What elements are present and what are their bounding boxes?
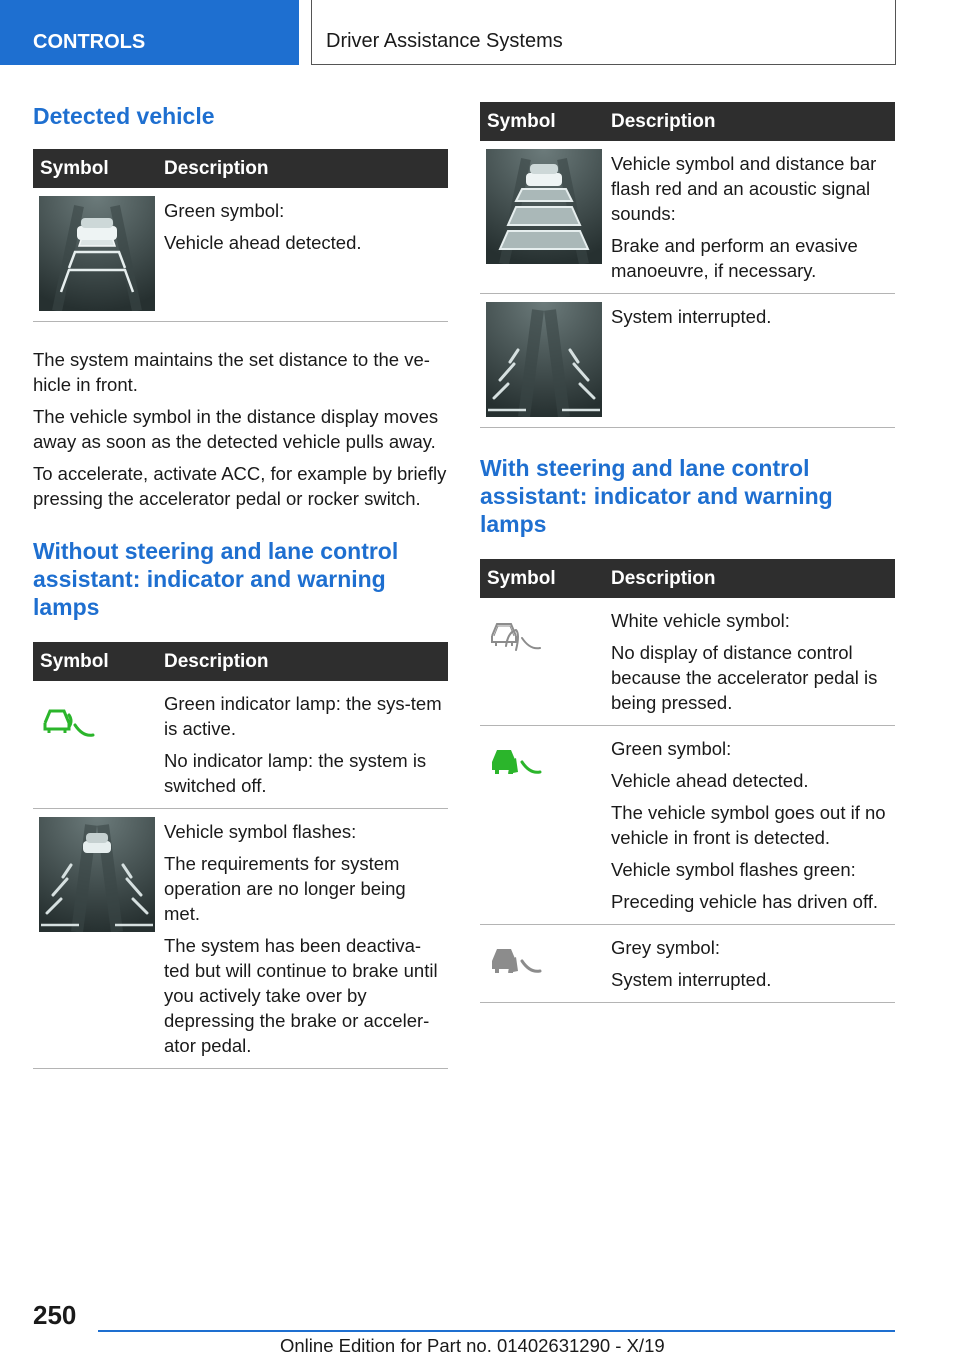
without-steering-table — [33, 642, 448, 1069]
symbol-column-header: Symbol — [33, 642, 156, 681]
description-line: The vehicle symbol goes out if no vehicle in front is detected. — [611, 802, 886, 848]
description-line: Brake and perform an evasive manoeuvre, if necessary. — [611, 235, 858, 281]
description-line: Vehicle symbol flashes green: — [611, 859, 856, 880]
description-cell — [603, 294, 895, 428]
description-line: System interrupted. — [611, 306, 772, 327]
table-header-row — [33, 149, 448, 188]
table-row — [480, 726, 895, 925]
symbol-column-header: Symbol — [33, 149, 156, 188]
description-line: System interrupted. — [611, 969, 772, 990]
description-line: Vehicle symbol and distance bar flash red and an acoustic signal sounds: — [611, 153, 877, 224]
table-row — [480, 141, 895, 294]
footer-divider — [98, 1330, 895, 1332]
symbol-column-header: Symbol — [480, 559, 603, 598]
table-row — [33, 809, 448, 1069]
table-row — [480, 294, 895, 428]
description-cell — [156, 809, 448, 1069]
detected-vehicle-text — [33, 347, 448, 511]
detected-vehicle-table — [33, 149, 448, 322]
display-vehicle-red-warning-icon — [486, 149, 602, 264]
description-line: The system has been deactiva‐ted but will continue to brake until you actively take over by depressing the brake or acceler‐ator pedal. — [164, 935, 438, 1056]
symbol-cell — [480, 925, 603, 1003]
description-column-header: Description — [603, 559, 895, 598]
display-interrupted-icon — [486, 302, 602, 417]
description-line: Preceding vehicle has driven off. — [611, 891, 879, 912]
symbol-cell — [480, 141, 603, 294]
description-line: Grey symbol: — [611, 937, 720, 958]
description-line: No display of distance control because the accelerator pedal is being pressed. — [611, 642, 878, 713]
description-line: Vehicle ahead detected. — [164, 232, 362, 253]
right-column — [480, 102, 895, 1003]
table-row — [33, 188, 448, 322]
symbol-cell — [33, 681, 156, 809]
table-row — [33, 681, 448, 809]
symbol-column-header: Symbol — [480, 102, 603, 141]
symbol-cell — [33, 188, 156, 322]
paragraph: The vehicle symbol in the distance display moves away as soon as the detected vehicle pulls away. — [33, 406, 439, 452]
table-row — [480, 598, 895, 726]
description-line: Vehicle symbol flashes: — [164, 821, 357, 842]
description-line: Green indicator lamp: the sys‐tem is active. — [164, 693, 442, 739]
description-cell — [156, 681, 448, 809]
chapter-title: Driver Assistance Systems — [311, 0, 896, 65]
description-line: White vehicle symbol: — [611, 610, 790, 631]
symbol-cell — [480, 726, 603, 925]
paragraph: To accelerate, activate ACC, for example by briefly pressing the accelerator pedal or rocker switch. — [33, 463, 447, 509]
with-steering-table — [480, 559, 895, 1003]
table-header-row — [33, 642, 448, 681]
green-vehicle-icon — [486, 740, 546, 784]
description-line: The requirements for system operation are no longer being met. — [164, 853, 406, 924]
symbol-cell — [480, 598, 603, 726]
description-column-header: Description — [156, 642, 448, 681]
description-cell — [603, 925, 895, 1003]
description-line: Vehicle ahead detected. — [611, 770, 809, 791]
page-number: 250 — [33, 1300, 77, 1330]
description-line: Green symbol: — [164, 200, 285, 221]
section-tab: CONTROLS — [0, 0, 299, 65]
detected-vehicle-heading: Detected vehicle — [33, 103, 215, 129]
without-steering-heading: Without steering and lane control assistant: indicator and warning lamps — [33, 538, 399, 620]
description-column-header: Description — [603, 102, 895, 141]
description-cell — [156, 188, 448, 322]
table-header-row — [480, 102, 895, 141]
table-row — [480, 925, 895, 1003]
edition-note: Online Edition for Part no. 01402631290 - X/19 — [280, 1335, 665, 1356]
with-steering-heading: With steering and lane control assistant: indicator and warning lamps — [480, 455, 833, 537]
description-cell — [603, 726, 895, 925]
left-column — [33, 102, 448, 1069]
symbol-cell — [480, 294, 603, 428]
symbol-cell — [33, 809, 156, 1069]
description-cell — [603, 598, 895, 726]
description-line: No indicator lamp: the system is switched off. — [164, 750, 427, 796]
description-cell — [603, 141, 895, 294]
green-acc-indicator-icon — [39, 701, 99, 745]
display-vehicle-ahead-icon — [39, 196, 155, 311]
white-vehicle-icon — [486, 614, 546, 658]
paragraph: The system maintains the set distance to the ve‐hicle in front. — [33, 349, 430, 395]
description-column-header: Description — [156, 149, 448, 188]
grey-vehicle-icon — [486, 939, 546, 983]
display-vehicle-lanes-icon — [39, 817, 155, 932]
description-line: Green symbol: — [611, 738, 732, 759]
warning-display-table — [480, 102, 895, 428]
table-header-row — [480, 559, 895, 598]
